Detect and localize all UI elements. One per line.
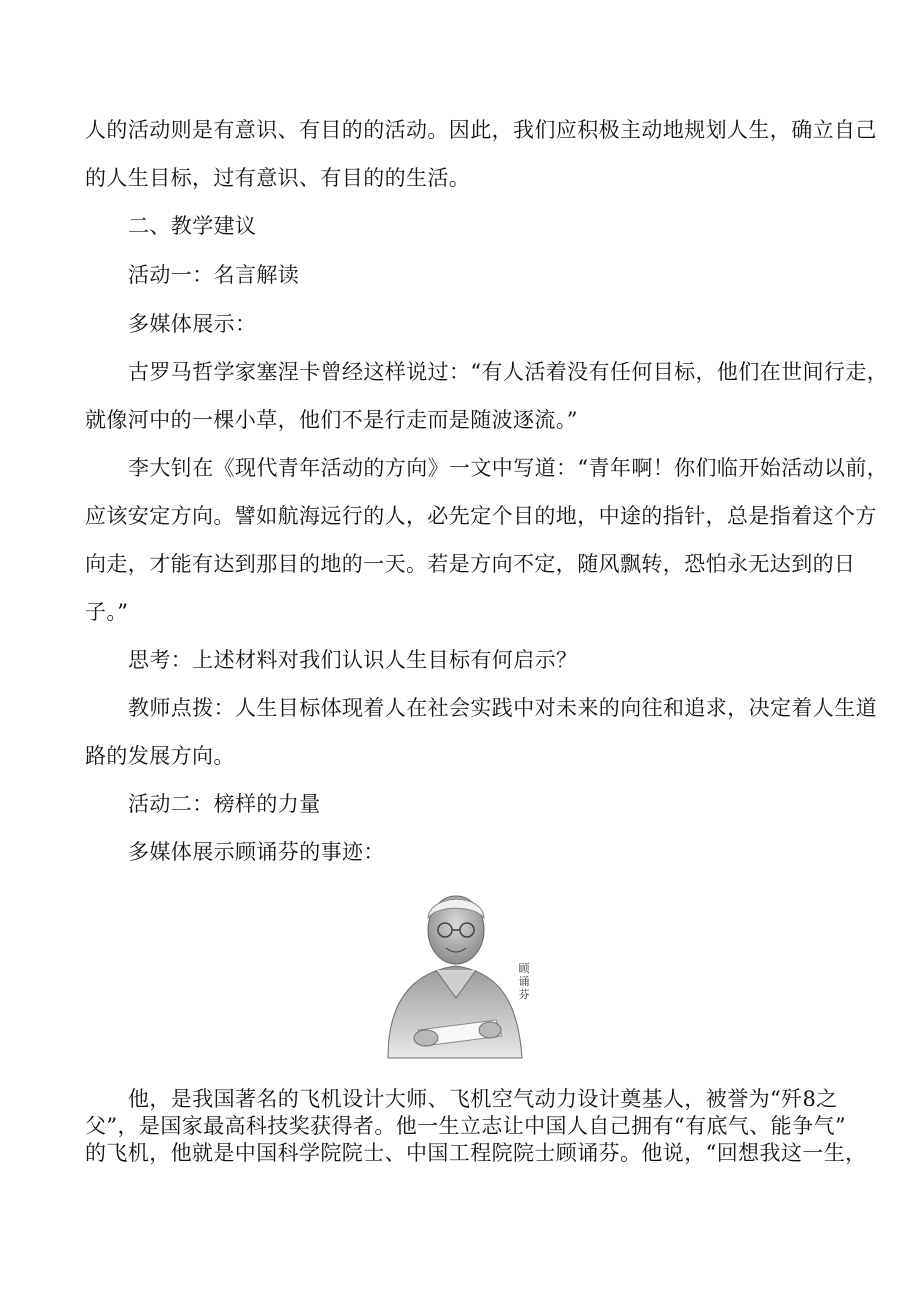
activity-heading: 活动二：榜样的力量: [128, 792, 321, 816]
paragraph-line: 李大钊在《现代青年活动的方向》一文中写道：“青年啊！你们临开始活动以前，: [128, 456, 889, 480]
paragraph-line: 多媒体展示顾诵芬的事迹：: [128, 840, 385, 864]
portrait-caption-char: 顾: [518, 962, 530, 975]
activity-heading: 活动一：名言解读: [128, 263, 300, 287]
portrait-image: [378, 880, 536, 1062]
paragraph-line: 向走，才能有达到那目的地的一天。若是方向不定，随风飘转，恐怕永无达到的日: [85, 552, 856, 576]
portrait-illustration: [378, 880, 536, 1062]
paragraph-line: 他，是我国著名的飞机设计大师、飞机空气动力设计奠基人，被誉为“歼8之: [128, 1087, 838, 1111]
paragraph-line: 路的发展方向。: [85, 744, 235, 768]
paragraph-line: 人的活动则是有意识、有目的的活动。因此，我们应积极主动地规划人生，确立自己: [85, 118, 877, 142]
paragraph-line: 的人生目标，过有意识、有目的的生活。: [85, 166, 471, 190]
paragraph-line: 子。”: [85, 600, 129, 624]
paragraph-line: 多媒体展示：: [128, 312, 257, 336]
portrait-caption-char: 诵: [518, 975, 530, 988]
paragraph-line: 古罗马哲学家塞涅卡曾经这样说过：“有人活着没有任何目标，他们在世间行走，: [128, 360, 889, 384]
paragraph-line: 教师点拨：人生目标体现着人在社会实践中对未来的向往和追求，决定着人生道: [128, 696, 877, 720]
paragraph-line: 的飞机，他就是中国科学院院士、中国工程院院士顾诵芬。他说，“回想我这一生，: [85, 1141, 867, 1165]
paragraph-line: 应该安定方向。譬如航海远行的人，必先定个目的地，中途的指针，总是指着这个方: [85, 504, 877, 528]
portrait-caption-char: 芬: [518, 988, 530, 1001]
section-heading: 二、教学建议: [128, 214, 257, 238]
paragraph-line: 父”，是国家最高科技奖获得者。他一生立志让中国人自己拥有“有底气、能争气”: [85, 1114, 847, 1138]
portrait-caption: [515, 962, 533, 1001]
paragraph-line: 思考：上述材料对我们认识人生目标有何启示？: [128, 648, 578, 672]
paragraph-line: 就像河中的一棵小草，他们不是行走而是随波逐流。”: [85, 408, 578, 432]
